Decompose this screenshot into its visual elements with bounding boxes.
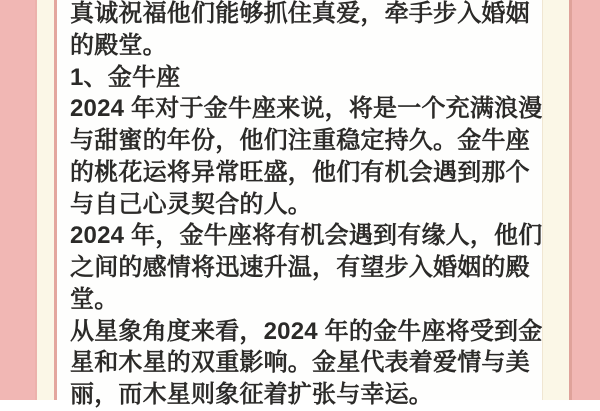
text-line: 与甜蜜的年份，他们注重稳定持久。金牛座 [70, 127, 530, 154]
text-line: 2024 年对于金牛座来说，将是一个充满浪漫 [70, 95, 543, 123]
text-line: 堂。 [70, 285, 119, 313]
text-line: 的桃花运将异常旺盛，他们有机会遇到那个 [70, 158, 530, 186]
text-line: 星和木星的双重影响。金星代表着爱情与美 [70, 349, 530, 377]
text-line: 之间的感情将迅速升温，有望步入婚姻的殿 [70, 254, 530, 281]
text-line: 与自己心灵契合的人。 [70, 190, 312, 218]
text-line: 2024 年，金牛座将有机会遇到有缘人，他们 [70, 222, 543, 250]
text-line: 的殿堂。 [70, 31, 167, 59]
text-line: 丽，而木星则象征着扩张与幸运。 [70, 381, 433, 408]
article-text [70, 0, 544, 411]
text-line section-heading: 1、金牛座 [70, 63, 181, 91]
text-line: 真诚祝福他们能够抓住真爱，牵手步入婚姻 [70, 0, 530, 27]
text-line: 从星象角度来看，2024 年的金牛座将受到金 [70, 317, 543, 345]
